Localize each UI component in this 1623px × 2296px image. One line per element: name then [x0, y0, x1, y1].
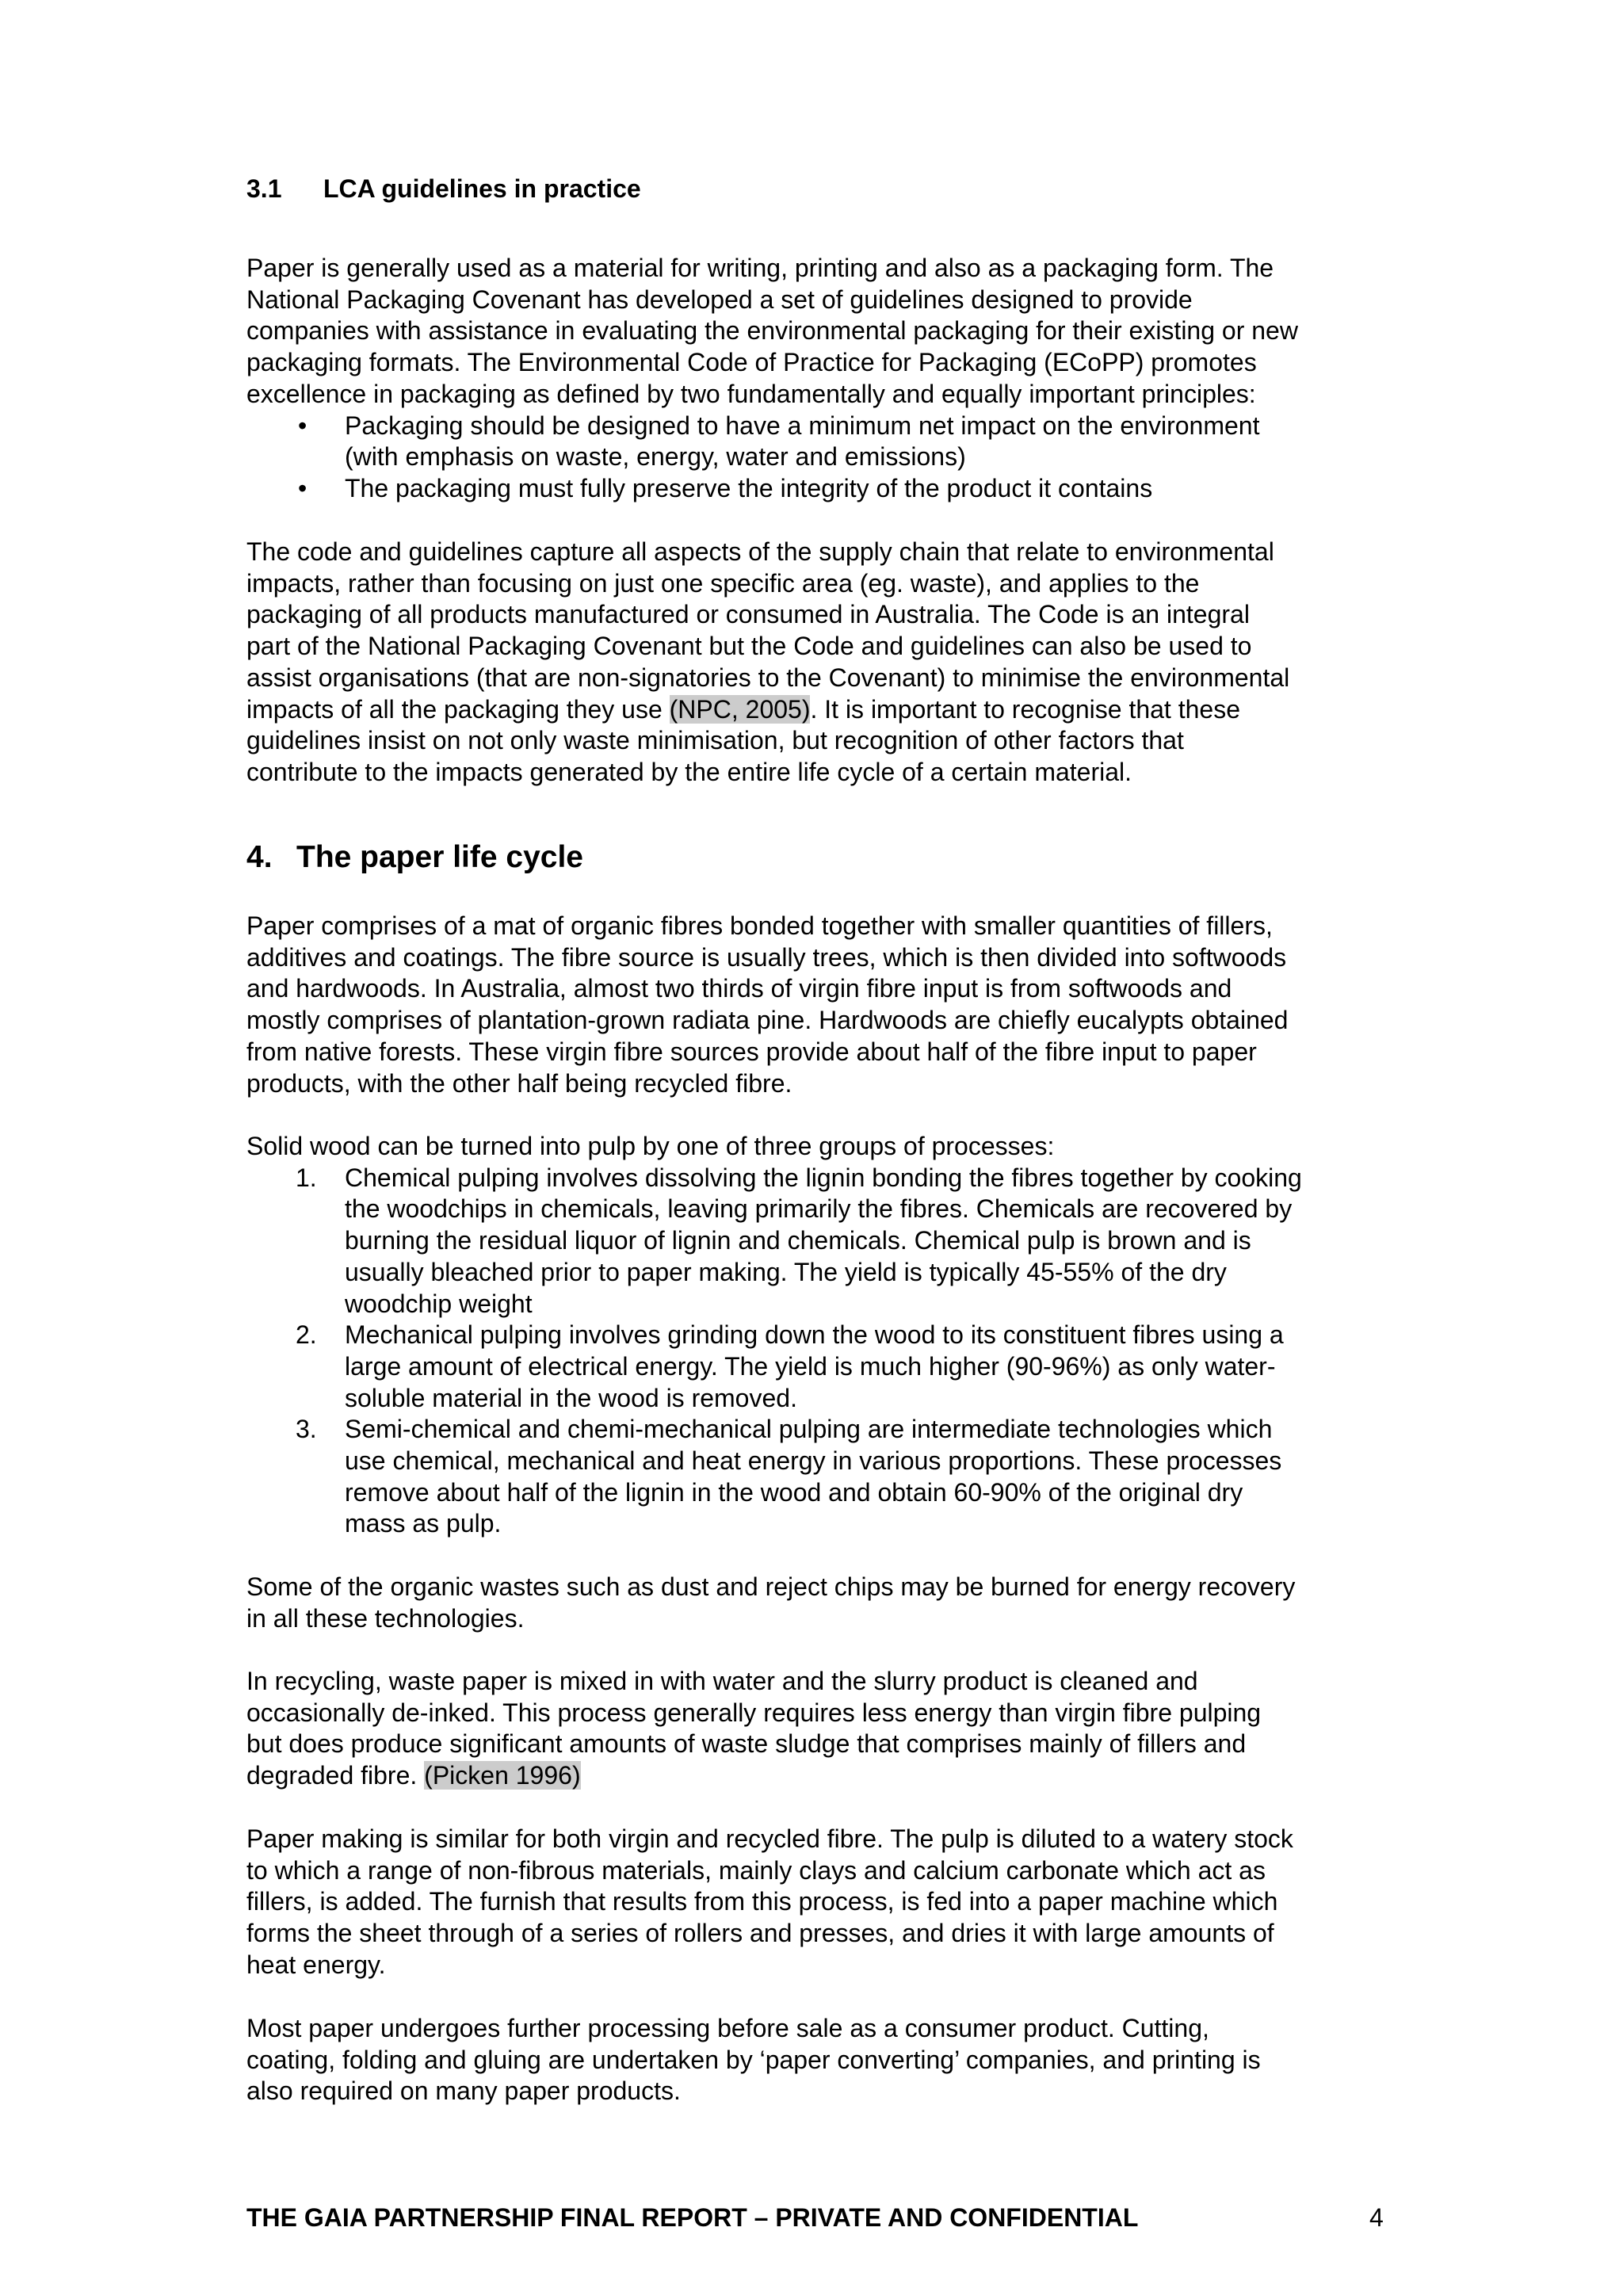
paragraph-recycling — [246, 1666, 1403, 1792]
text-fragment: impacts of all the packaging they use — [246, 694, 670, 724]
text-line: and hardwoods. In Australia, almost two thirds of virgin fibre input is from softwoods and — [246, 974, 1232, 1003]
page-footer: THE GAIA PARTNERSHIP FINAL REPORT – PRIVATE AND CONFIDENTIAL — [246, 2203, 1139, 2232]
list-number: 2. — [296, 1320, 317, 1350]
text-line: The code and guidelines capture all aspects of the supply chain that relate to environmental — [246, 537, 1274, 566]
subsection-title: LCA guidelines in practice — [323, 174, 641, 203]
text-line: woodchip weight — [345, 1289, 533, 1318]
page-number: 4 — [1369, 2203, 1384, 2232]
list-item — [246, 473, 1403, 505]
text-line: also required on many paper products. — [246, 2076, 681, 2106]
text-line: to which a range of non-fibrous materials, mainly clays and calcium carbonate which act as — [246, 1855, 1266, 1885]
list-number: 3. — [296, 1415, 317, 1444]
subsection-number: 3.1 — [246, 174, 282, 203]
text-line: excellence in packaging as defined by two fundamentally and equally important principles: — [246, 379, 1256, 408]
paragraph-further-processing — [246, 2013, 1403, 2107]
text-line: Chemical pulping involves dissolving the lignin bonding the fibres together by cooking — [345, 1163, 1302, 1192]
text-line: occasionally de-inked. This process generally requires less energy than virgin fibre pulping — [246, 1698, 1262, 1727]
text-fragment: degraded fibre. — [246, 1761, 425, 1790]
text-line: Paper is generally used as a material for writing, printing and also as a packaging form. The — [246, 254, 1274, 282]
paragraph-pulping-processes — [246, 1131, 1403, 1540]
text-line: but does produce significant amounts of waste sludge that comprises mainly of fillers and — [246, 1729, 1247, 1759]
text-line: use chemical, mechanical and heat energy in various proportions. These processes — [345, 1446, 1282, 1476]
text-fragment: . It is important to recognise that these — [810, 694, 1240, 724]
text-line: impacts, rather than focusing on just one specific area (eg. waste), and applies to the — [246, 568, 1200, 598]
text-line: National Packaging Covenant has developed a set of guidelines designed to provide — [246, 285, 1193, 314]
text-line: fillers, is added. The furnish that results from this process, is fed into a paper machine which — [246, 1887, 1278, 1916]
pulping-process-list — [246, 1163, 1403, 1540]
citation-npc: (NPC, 2005) — [669, 694, 811, 724]
text-line: Packaging should be designed to have a minimum net impact on the environment — [345, 411, 1260, 440]
text-line: Paper comprises of a mat of organic fibres bonded together with smaller quantities of fillers, — [246, 911, 1273, 940]
text-line: Mechanical pulping involves grinding down the wood to its constituent fibres using a — [345, 1320, 1284, 1350]
text-line: the woodchips in chemicals, leaving primarily the fibres. Chemicals are recovered by — [345, 1194, 1293, 1224]
text-line: heat energy. — [246, 1950, 386, 1979]
list-item — [246, 1163, 1403, 1320]
paragraph-organic-wastes — [246, 1572, 1403, 1634]
text-line: In recycling, waste paper is mixed in with water and the slurry product is cleaned and — [246, 1667, 1198, 1695]
text-line: guidelines insist on not only waste minimisation, but recognition of other factors that — [246, 726, 1184, 755]
bullet-marker: • — [298, 473, 307, 502]
text-line — [246, 1760, 1403, 1792]
text-line: Most paper undergoes further processing before sale as a consumer product. Cutting, — [246, 2014, 1209, 2042]
text-line: large amount of electrical energy. The yield is much higher (90-96%) as only water- — [345, 1351, 1276, 1381]
text-line: additives and coatings. The fibre source is usually trees, which is then divided into softwoods — [246, 942, 1287, 972]
text-line: from native forests. These virgin fibre sources provide about half of the fibre input to paper — [246, 1037, 1257, 1066]
text-line: mostly comprises of plantation-grown radiata pine. Hardwoods are chiefly eucalypts obtained — [246, 1006, 1289, 1035]
text-line — [246, 694, 1403, 726]
text-line: Some of the organic wastes such as dust and reject chips may be burned for energy recovery — [246, 1572, 1296, 1601]
text-line: usually bleached prior to paper making. The yield is typically 45-55% of the dry — [345, 1257, 1227, 1286]
text-line: assist organisations (that are non-signatories to the Covenant) to minimise the environmental — [246, 663, 1290, 692]
text-line: contribute to the impacts generated by the entire life cycle of a certain material. — [246, 757, 1132, 786]
text-line: The packaging must fully preserve the integrity of the product it contains — [345, 473, 1153, 502]
section-title: The paper life cycle — [296, 840, 583, 874]
citation-picken: (Picken 1996) — [424, 1761, 581, 1790]
text-line: in all these technologies. — [246, 1603, 525, 1633]
text-line: burning the residual liquor of lignin and chemicals. Chemical pulp is brown and is — [345, 1226, 1251, 1255]
text-line: remove about half of the lignin in the wood and obtain 60-90% of the original dry — [345, 1477, 1243, 1507]
text-line: (with emphasis on waste, energy, water and emissions) — [345, 442, 966, 472]
text-line: packaging formats. The Environmental Code of Practice for Packaging (ECoPP) promotes — [246, 348, 1257, 377]
text-line: mass as pulp. — [345, 1509, 502, 1538]
section-number: 4. — [246, 840, 273, 874]
text-line: packaging of all products manufactured or consumed in Australia. The Code is an integral — [246, 600, 1250, 629]
paragraph-paper-making — [246, 1824, 1403, 1981]
text-line: coating, folding and gluing are undertaken by ‘paper converting’ companies, and printing is — [246, 2045, 1261, 2074]
text-line: companies with assistance in evaluating the environmental packaging for their existing or new — [246, 316, 1298, 346]
section-heading — [246, 839, 583, 877]
principles-list — [246, 411, 1403, 505]
paragraph-paper-composition — [246, 911, 1403, 1099]
paragraph-code-guidelines — [246, 537, 1403, 789]
text-line: Solid wood can be turned into pulp by one of three groups of processes: — [246, 1132, 1055, 1160]
text-line: soluble material in the wood is removed. — [345, 1383, 797, 1412]
list-item — [246, 1414, 1403, 1540]
list-number: 1. — [296, 1163, 317, 1192]
text-line: part of the National Packaging Covenant but the Code and guidelines can also be used to — [246, 632, 1252, 661]
list-item — [246, 411, 1403, 473]
text-line: Paper making is similar for both virgin and recycled fibre. The pulp is diluted to a watery stock — [246, 1824, 1293, 1853]
bullet-marker: • — [298, 411, 307, 440]
document-page — [246, 0, 1388, 2296]
text-line: forms the sheet through of a series of rollers and presses, and dries it with large amounts of — [246, 1919, 1274, 1948]
paragraph-ecopp-intro — [246, 253, 1403, 505]
subsection-heading — [246, 173, 641, 204]
text-line: products, with the other half being recycled fibre. — [246, 1068, 792, 1098]
text-line: Semi-chemical and chemi-mechanical pulping are intermediate technologies which — [345, 1415, 1273, 1444]
list-item — [246, 1320, 1403, 1414]
